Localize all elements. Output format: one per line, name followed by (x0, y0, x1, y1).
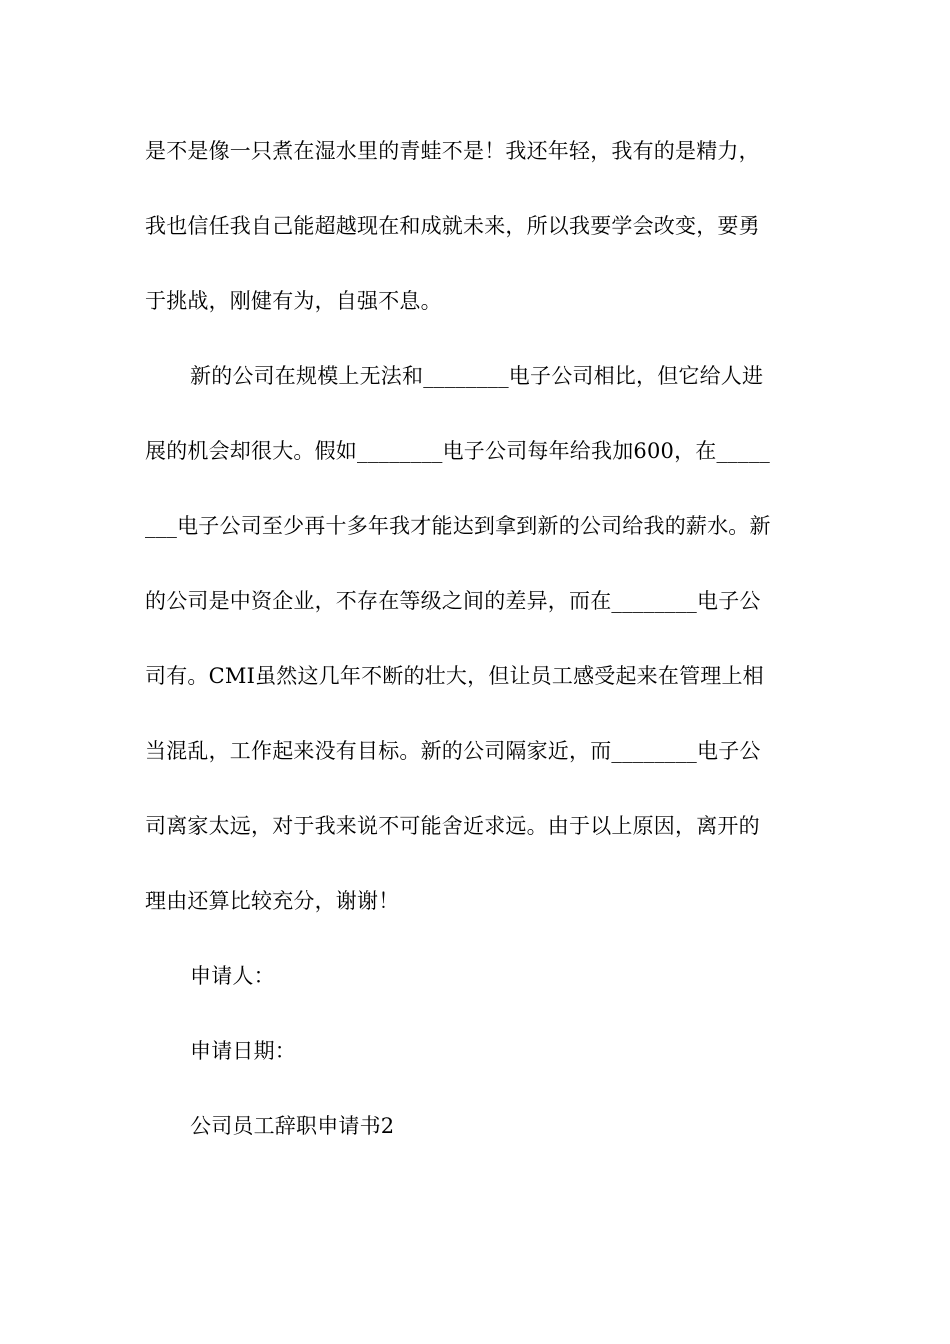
next-section-title: 公司员工辞职申请书2 (190, 1114, 395, 1138)
body-line-10: 司离家太远，对于我来说不可能舍近求远。由于以上原因，离开的 (145, 814, 760, 838)
applicant-label: 申请人： (190, 964, 275, 988)
body-line-1: 是不是像一只煮在湿水里的青蛙不是！我还年轻，我有的是精力， (145, 139, 760, 163)
body-line-5: 展的机会却很大。假如________电子公司每年给我加600，在_____ (145, 439, 770, 463)
body-line-8: 司有。CMI虽然这几年不断的壮大，但让员工感受起来在管理上相 (145, 664, 764, 688)
body-line-11: 理由还算比较充分，谢谢！ (145, 889, 400, 913)
body-line-4: 新的公司在规模上无法和________电子公司相比，但它给人进 (190, 364, 764, 388)
body-line-3: 于挑战，刚健有为，自强不息。 (145, 289, 442, 313)
body-line-9: 当混乱，工作起来没有目标。新的公司隔家近，而________电子公 (145, 739, 761, 763)
body-line-2: 我也信任我自己能超越现在和成就未来，所以我要学会改变，要勇 (145, 214, 760, 238)
body-line-6: ___电子公司至少再十多年我才能达到拿到新的公司给我的薪水。新 (145, 514, 771, 538)
date-label: 申请日期： (190, 1039, 296, 1063)
body-line-7: 的公司是中资企业，不存在等级之间的差异，而在________电子公 (145, 589, 761, 613)
